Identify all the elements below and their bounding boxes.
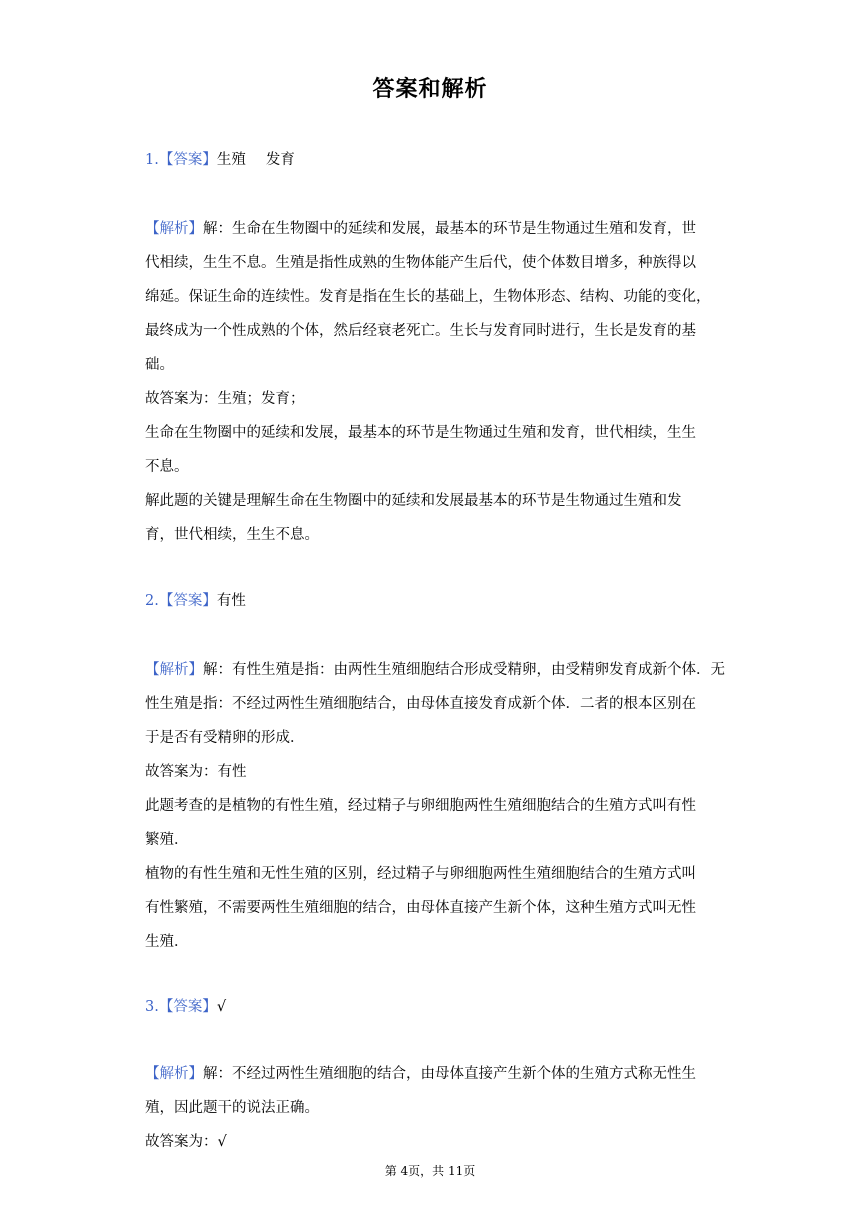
q3-number: 3. — [145, 999, 159, 1015]
q3-analysis — [145, 1057, 717, 1159]
q2-analysis-tag: 【解析】 — [145, 662, 203, 678]
q1-extra-line: 生命在生物圈中的延续和发展，最基本的环节是生物通过生殖和发育，世代相续，生生 — [145, 425, 696, 441]
q3-answer-line — [145, 990, 717, 1024]
q1-analysis-line: 最终成为一个性成熟的个体，然后经衰老死亡。生长与发育同时进行，生长是发育的基 — [145, 323, 696, 339]
q2-extra-line: 繁殖． — [145, 832, 189, 848]
q1-answer-a: 生殖 — [216, 152, 246, 168]
q2-answer: 有性 — [216, 593, 246, 609]
q3-analysis-tag: 【解析】 — [145, 1066, 203, 1082]
q1-number: 1. — [145, 152, 159, 168]
q2-extra-line: 植物的有性生殖和无性生殖的区别，经过精子与卵细胞两性生殖细胞结合的生殖方式叫 — [145, 866, 696, 882]
q2-analysis-line: 于是否有受精卵的形成． — [145, 730, 305, 746]
q2-analysis-line: 性生殖是指：不经过两性生殖细胞结合，由母体直接发育成新个体．二者的根本区别在 — [145, 696, 696, 712]
q1-analysis-line: 础。 — [145, 357, 174, 373]
q1-analysis-line: 代相续，生生不息。生殖是指性成熟的生物体能产生后代，使个体数目增多，种族得以 — [145, 255, 696, 271]
q1-analysis-line: 解：生命在生物圈中的延续和发展，最基本的环节是生物通过生殖和发育，世 — [203, 221, 696, 237]
q2-number: 2. — [145, 593, 159, 609]
q1-extra-line: 育，世代相续，生生不息。 — [145, 527, 319, 543]
page-footer: 第 4页，共 11页 — [384, 1164, 476, 1178]
q2-answer-line — [145, 584, 717, 618]
q2-extra-line: 生殖． — [145, 934, 189, 950]
q3-conclusion: 故答案为：√ — [145, 1134, 227, 1150]
q1-analysis-line: 绵延。保证生命的连续性。发育是指在生长的基础上，生物体形态、结构、功能的变化， — [145, 289, 711, 305]
q2-extra-line: 此题考查的是植物的有性生殖，经过精子与卵细胞两性生殖细胞结合的生殖方式叫有性 — [145, 798, 696, 814]
q1-extra-line: 解此题的关键是理解生命在生物圈中的延续和发展最基本的环节是生物通过生殖和发 — [145, 493, 682, 509]
q2-analysis — [145, 653, 725, 959]
q3-answer-tag: 【答案】 — [158, 999, 217, 1015]
q1-answer-b: 发育 — [265, 152, 295, 168]
q1-conclusion: 故答案为：生殖；发育； — [145, 391, 305, 407]
q1-analysis-tag: 【解析】 — [145, 221, 203, 237]
q2-answer-tag: 【答案】 — [158, 593, 217, 609]
page-title: 答案和解析 — [372, 77, 488, 102]
q1-analysis — [145, 212, 717, 552]
q2-analysis-line: 解：有性生殖是指：由两性生殖细胞结合形成受精卵，由受精卵发育成新个体．无 — [203, 662, 725, 678]
q1-answer-tag: 【答案】 — [158, 152, 217, 168]
q3-answer: √ — [216, 999, 227, 1015]
q3-analysis-line: 殖，因此题干的说法正确。 — [145, 1100, 319, 1116]
q1-answer-line — [145, 143, 717, 177]
q1-extra-line: 不息。 — [145, 459, 189, 475]
q2-extra-line: 有性繁殖，不需要两性生殖细胞的结合，由母体直接产生新个体，这种生殖方式叫无性 — [145, 900, 696, 916]
q3-analysis-line: 解：不经过两性生殖细胞的结合，由母体直接产生新个体的生殖方式称无性生 — [203, 1066, 696, 1082]
q2-conclusion: 故答案为：有性 — [145, 764, 247, 780]
